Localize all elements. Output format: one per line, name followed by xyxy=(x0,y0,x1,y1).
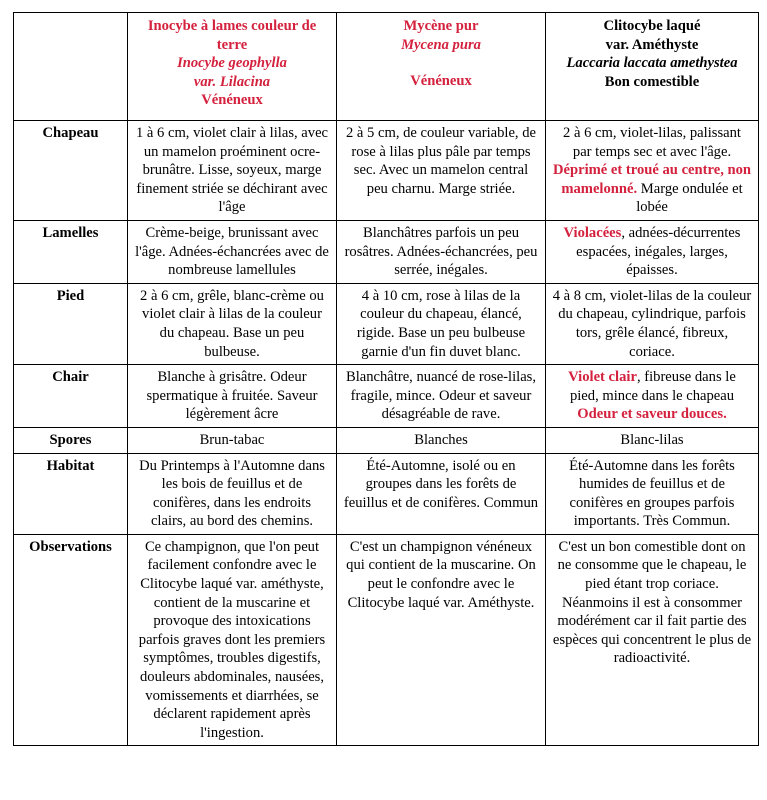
chair-laccaria-odeur: Odeur et saveur douces. xyxy=(577,406,727,423)
header-mycena xyxy=(337,13,546,121)
cell-habitat-mycena: Été-Automne, isolé ou en groupes dans les forêts de feuillus et de conifères. Commun xyxy=(337,453,546,534)
row-label-lamelles: Lamelles xyxy=(14,220,128,283)
row-label-chair: Chair xyxy=(14,365,128,428)
cell-pied-mycena: 4 à 10 cm, rose à lilas de la couleur du chapeau, élancé, rigide. Base un peu bulbeuse garnie d'un fin duvet blanc. xyxy=(337,283,546,364)
cell-lamelles-mycena: Blanchâtres parfois un peu rosâtres. Adnées-échancrées, peu serrée, inégales. xyxy=(337,220,546,283)
mycena-common-name: Mycène pur xyxy=(403,18,479,34)
row-pied xyxy=(14,283,759,364)
chapeau-laccaria-text: 2 à 6 cm, violet-lilas, palissant par temps sec et avec l'âge. xyxy=(563,125,741,160)
chapeau-laccaria-highlight: Déprimé et troué au centre, non mamelonné. xyxy=(552,162,752,197)
cell-spores-laccaria: Blanc-lilas xyxy=(546,427,759,453)
lamelles-laccaria-highlight: Violacées xyxy=(563,224,622,241)
cell-lamelles-laccaria xyxy=(546,220,759,283)
row-label-observations: Observations xyxy=(14,534,128,746)
mycena-latin-name: Mycena pura xyxy=(401,36,481,53)
cell-habitat-laccaria: Été-Automne dans les forêts humides de feuillus et de conifères en groupes parfois importants. Très Commun. xyxy=(546,453,759,534)
header-laccaria xyxy=(546,13,759,121)
cell-chair-laccaria xyxy=(546,365,759,428)
row-label-habitat: Habitat xyxy=(14,453,128,534)
mushroom-comparison-table xyxy=(13,12,759,746)
cell-chair-inocybe: Blanche à grisâtre. Odeur spermatique à fruitée. Saveur légèrement âcre xyxy=(128,365,337,428)
lamelles-laccaria-text: , adnées-décurrentes espacées, inégales, larges, épaisses. xyxy=(576,224,741,279)
cell-habitat-inocybe: Du Printemps à l'Automne dans les bois de feuillus et de conifères, dans les endroits clairs, au bord des chemins. xyxy=(128,453,337,534)
mycena-status: Vénéneux xyxy=(410,73,472,90)
row-label-chapeau: Chapeau xyxy=(14,121,128,221)
inocybe-common-name: Inocybe à lames couleur de terre xyxy=(147,18,317,53)
row-habitat xyxy=(14,453,759,534)
header-row xyxy=(14,13,759,121)
row-chapeau xyxy=(14,121,759,221)
chair-laccaria-text: , fibreuse dans le pied, mince dans le chapeau xyxy=(569,369,736,404)
header-corner-cell xyxy=(14,13,128,121)
cell-observations-inocybe: Ce champignon, que l'on peut facilement confondre avec le Clitocybe laqué var. améthyste, contient de la muscarine et provoque des intoxications parfois graves dont les premiers symptômes, troubles digestifs, douleurs abdominales, nausées, vomissements et diarrhées, se déclarent rapidement après l'ingestion. xyxy=(128,534,337,746)
row-spores xyxy=(14,427,759,453)
chair-laccaria-highlight: Violet clair xyxy=(568,369,637,386)
row-chair xyxy=(14,365,759,428)
cell-lamelles-inocybe: Crème-beige, brunissant avec l'âge. Adnées-échancrées avec de nombreuse lamellules xyxy=(128,220,337,283)
cell-chapeau-laccaria xyxy=(546,121,759,221)
cell-pied-laccaria: 4 à 8 cm, violet-lilas de la couleur du chapeau, cylindrique, parfois tors, grêle élancé, fibreux, coriace. xyxy=(546,283,759,364)
inocybe-variety: var. Lilacina xyxy=(193,73,271,90)
laccaria-variety: var. Améthyste xyxy=(605,36,699,53)
cell-observations-mycena: C'est un champignon vénéneux qui contient de la muscarine. On peut le confondre avec le Clitocybe laqué var. Améthyste. xyxy=(337,534,546,746)
laccaria-common-name: Clitocybe laqué xyxy=(603,18,701,34)
inocybe-latin-name: Inocybe geophylla xyxy=(177,55,287,72)
cell-chapeau-mycena: 2 à 5 cm, de couleur variable, de rose à lilas plus pâle par temps sec. Avec un mamelon central peu charnu. Marge striée. xyxy=(337,121,546,221)
inocybe-status: Vénéneux xyxy=(201,92,263,109)
row-lamelles xyxy=(14,220,759,283)
row-observations xyxy=(14,534,759,746)
row-label-pied: Pied xyxy=(14,283,128,364)
cell-spores-mycena: Blanches xyxy=(337,427,546,453)
header-inocybe xyxy=(128,13,337,121)
cell-pied-inocybe: 2 à 6 cm, grêle, blanc-crème ou violet clair à lilas de la couleur du chapeau. Base un peu bulbeuse. xyxy=(128,283,337,364)
chapeau-laccaria-margin: Marge ondulée et lobée xyxy=(636,180,743,216)
cell-chair-mycena: Blanchâtre, nuancé de rose-lilas, fragile, mince. Odeur et saveur désagréable de rave. xyxy=(337,365,546,428)
cell-spores-inocybe: Brun-tabac xyxy=(128,427,337,453)
cell-observations-laccaria: C'est un bon comestible dont on ne consomme que le chapeau, le pied étant trop coriace. Néanmoins il est à consommer modérément car il fait partie des espèces qui concentrent le plus de radioactivité. xyxy=(546,534,759,746)
laccaria-latin-name: Laccaria laccata amethystea xyxy=(566,55,738,72)
laccaria-status: Bon comestible xyxy=(604,73,700,90)
row-label-spores: Spores xyxy=(14,427,128,453)
cell-chapeau-inocybe: 1 à 6 cm, violet clair à lilas, avec un mamelon proéminent ocre-brunâtre. Lisse, soyeux, marge finement striée se déchirant avec l'âge xyxy=(128,121,337,221)
